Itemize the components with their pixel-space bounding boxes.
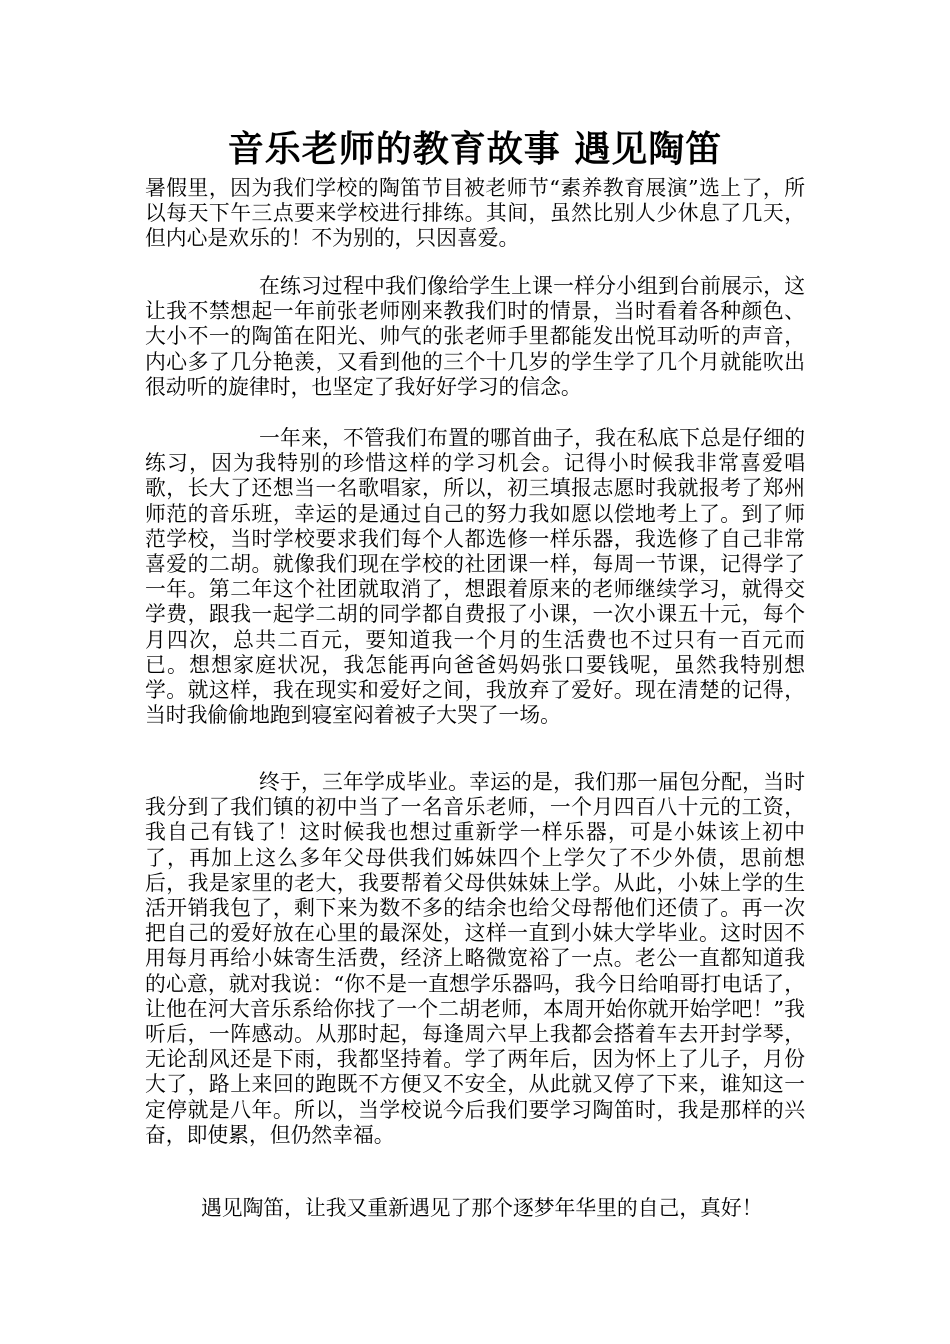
paragraph-3: 一年来，不管我们布置的哪首曲子，我在私底下总是仔细的练习，因为我特别的珍惜这样的学习机会。记得小时候我非常喜爱唱歌，长大了还想当一名歌唱家，所以，初三填报志愿时我就报考了郑州师范的音乐班，幸运的是通过自己的努力我如愿以偿地考上了。到了师范学校，当时学校要求我们每个人都选修一样乐器，我选修了自己非常喜爱的二胡。就像我们现在学校的社团课一样，每周一节课，记得学了一年。第二年这个社团就取消了，想跟着原来的老师继续学习，就得交学费，跟我一起学二胡的同学都自费报了小课，一次小课五十元，每个月四次，总共二百元，要知道我一个月的生活费也不过只有一百元而已。想想家庭状况，我怎能再向爸爸妈妈张口要钱呢，虽然我特别想学。就这样，我在现实和爱好之间，我放弃了爱好。现在清楚的记得，当时我偷偷地跑到寝室闷着被子大哭了一场。: [145, 426, 805, 728]
paragraph-5: 遇见陶笛，让我又重新遇见了那个逐梦年华里的自己，真好！: [201, 1196, 763, 1220]
document-title: 音乐老师的教育故事 遇见陶笛: [227, 128, 723, 170]
paragraph-1: 暑假里，因为我们学校的陶笛节目被老师节“素养教育展演”选上了，所以每天下午三点要来学校进行排练。其间，虽然比别人少休息了几天，但内心是欢乐的！不为别的，只因喜爱。: [145, 176, 805, 251]
paragraph-2: 在练习过程中我们像给学生上课一样分小组到台前展示，这让我不禁想起一年前张老师刚来教我们时的情景，当时看着各种颜色、大小不一的陶笛在阳光、帅气的张老师手里都能发出悦耳动听的声音，内心多了几分艳羡，又看到他的三个十几岁的学生学了几个月就能吹出很动听的旋律时，也坚定了我好好学习的信念。: [145, 274, 805, 399]
paragraph-4: 终于，三年学成毕业。幸运的是，我们那一届包分配，当时我分到了我们镇的初中当了一名音乐老师，一个月四百八十元的工资，我自己有钱了！这时候我也想过重新学一样乐器，可是小妹该上初中了，再加上这么多年父母供我们姊妹四个上学欠了不少外债，思前想后，我是家里的老大，我要帮着父母供妹妹上学。从此，小妹上学的生活开销我包了，剩下来为数不多的结余也给父母帮他们还债了。再一次把自己的爱好放在心里的最深处，这样一直到小妹大学毕业。这时因不用每月再给小妹寄生活费，经济上略微宽裕了一点。老公一直都知道我的心意，就对我说：“你不是一直想学乐器吗，我今日给咱哥打电话了，让他在河大音乐系给你找了一个二胡老师，本周开始你就开始学吧！”我听后，一阵感动。从那时起，每逢周六早上我都会搭着车去开封学琴，无论刮风还是下雨，我都坚持着。学了两年后，因为怀上了儿子，月份大了，路上来回的跑既不方便又不安全，从此就又停了下来，谁知这一定停就是八年。所以，当学校说今后我们要学习陶笛时，我是那样的兴奋，即使累，但仍然幸福。: [145, 770, 805, 1147]
